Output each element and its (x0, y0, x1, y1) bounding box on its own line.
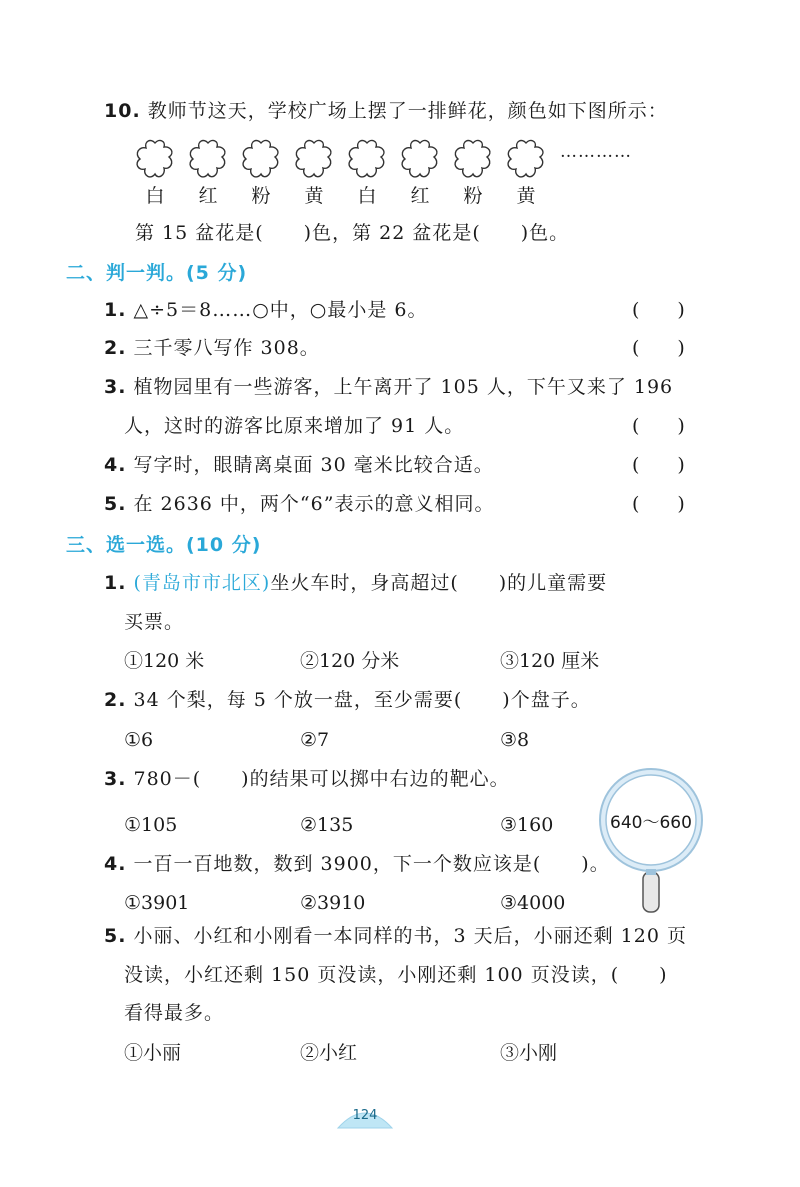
choice-q1-continued: 买票。 (124, 611, 185, 633)
item-text: 780－( )的结果可以掷中右边的靶心。 (133, 768, 510, 790)
item-text: 小丽、小红和小刚看一本同样的书，3 天后，小丽还剩 120 页 (133, 925, 687, 947)
option-3[interactable]: ③160 (500, 814, 554, 836)
item-text: 一百一百地数，数到 3900，下一个数应该是( )。 (133, 853, 610, 875)
flower-icon (398, 137, 442, 181)
flower-color-label: 红 (198, 185, 218, 207)
item-number: 5. (104, 493, 127, 515)
choice-q5-continued: 看得最多。 (124, 1002, 225, 1024)
item-number: 2. (104, 689, 127, 711)
q10-text: 教师节这天，学校广场上摆了一排鲜花，颜色如下图所示： (147, 100, 668, 122)
flower-color-label: 黄 (304, 185, 324, 207)
flower-icon (345, 137, 389, 181)
flower-icon (133, 137, 177, 181)
option-1[interactable]: ①3901 (124, 892, 190, 914)
flower-icon (239, 137, 283, 181)
page-number: 124 (352, 1108, 378, 1123)
answer-blank[interactable]: ( ) (632, 454, 685, 476)
option-2[interactable]: ②135 (300, 814, 354, 836)
item-text: 在 2636 中，两个“6”表示的意义相同。 (133, 493, 495, 515)
choice-q5-continued: 没读，小红还剩 150 页没读，小刚还剩 100 页没读，( ) (124, 964, 668, 986)
flower-icon (451, 137, 495, 181)
flower-color-label: 白 (357, 185, 377, 207)
item-number: 3. (104, 376, 127, 398)
magnifier-target-icon (596, 768, 706, 918)
choice-q5 (104, 923, 687, 949)
item-number: 1. (104, 572, 127, 594)
item-text: △÷5＝8……○中，○最小是 6。 (133, 299, 428, 321)
judge-item-3 (104, 374, 673, 400)
option-2[interactable]: ②120 分米 (300, 650, 400, 672)
flower-icon (292, 137, 336, 181)
option-2[interactable]: ②7 (300, 729, 330, 751)
flower-color-label: 粉 (463, 185, 483, 207)
judge-item-5 (104, 491, 494, 517)
section3-title: 三、选一选。(10 分) (66, 534, 262, 556)
item-number: 5. (104, 925, 127, 947)
judge-item-1 (104, 297, 428, 323)
option-2[interactable]: ②小红 (300, 1042, 358, 1064)
source-tag: (青岛市市北区) (133, 572, 271, 594)
option-2[interactable]: ②3910 (300, 892, 366, 914)
target-range-label: 640～660 (610, 813, 692, 833)
item-number: 4. (104, 853, 127, 875)
item-number: 4. (104, 454, 127, 476)
choice-q4 (104, 851, 610, 877)
judge-item-3-continued: 人，这时的游客比原来增加了 91 人。 (124, 415, 465, 437)
item-text: 三千零八写作 308。 (133, 337, 320, 359)
option-1[interactable]: ①120 米 (124, 650, 205, 672)
answer-blank[interactable]: ( ) (632, 415, 685, 437)
answer-blank[interactable]: ( ) (632, 299, 685, 321)
flower-color-label: 黄 (516, 185, 536, 207)
item-number: 3. (104, 768, 127, 790)
option-1[interactable]: ①小丽 (124, 1042, 182, 1064)
option-1[interactable]: ①6 (124, 729, 154, 751)
judge-item-2 (104, 335, 320, 361)
option-3[interactable]: ③8 (500, 729, 530, 751)
q10-question: 第 15 盆花是( )色，第 22 盆花是( )色。 (135, 222, 570, 244)
option-3[interactable]: ③4000 (500, 892, 566, 914)
flower-icon (504, 137, 548, 181)
flower-color-label: 白 (145, 185, 165, 207)
item-text: 植物园里有一些游客，上午离开了 105 人，下午又来了 196 (133, 376, 674, 398)
item-number: 1. (104, 299, 127, 321)
q10-number: 10. (104, 100, 141, 122)
answer-blank[interactable]: ( ) (632, 493, 685, 515)
flower-color-label: 粉 (251, 185, 271, 207)
choice-q2 (104, 687, 591, 713)
flower-color-label: 红 (410, 185, 430, 207)
choice-q3 (104, 766, 510, 792)
section2-title: 二、判一判。(5 分) (66, 262, 248, 284)
option-3[interactable]: ③120 厘米 (500, 650, 600, 672)
item-text: 坐火车时，身高超过( )的儿童需要 (270, 572, 608, 594)
continuation-dots: ………… (560, 142, 632, 162)
judge-item-4 (104, 452, 494, 478)
item-text: 34 个梨，每 5 个放一盘，至少需要( )个盘子。 (133, 689, 591, 711)
item-number: 2. (104, 337, 127, 359)
answer-blank[interactable]: ( ) (632, 337, 685, 359)
option-1[interactable]: ①105 (124, 814, 178, 836)
choice-q1 (104, 570, 607, 596)
item-text: 写字时，眼睛离桌面 30 毫米比较合适。 (133, 454, 494, 476)
q10-stem (104, 98, 668, 124)
flower-icon (186, 137, 230, 181)
option-3[interactable]: ③小刚 (500, 1042, 558, 1064)
